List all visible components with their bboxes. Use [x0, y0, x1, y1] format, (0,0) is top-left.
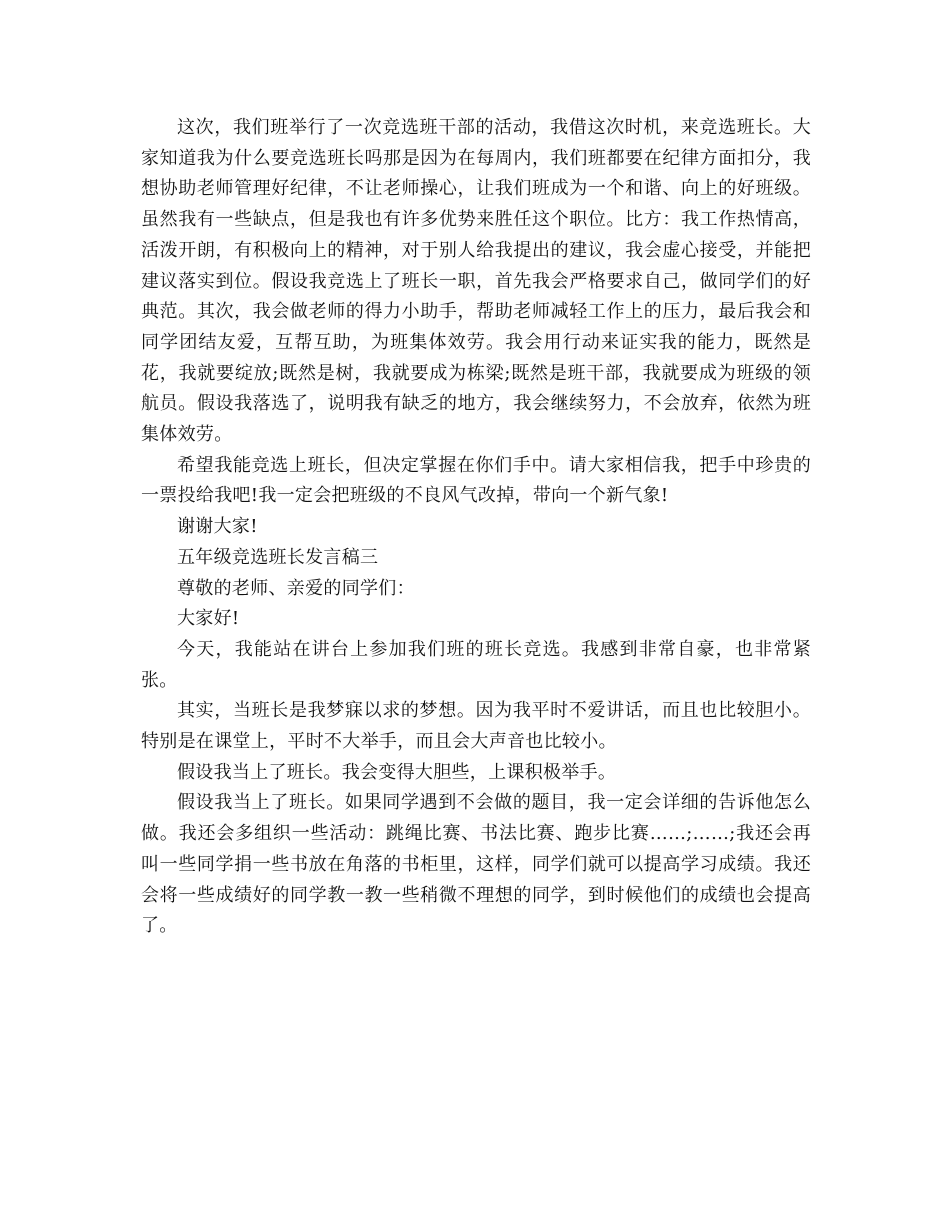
paragraph-thanks: 谢谢大家!: [177, 516, 258, 538]
paragraph-vote-request: 希望我能竞选上班长，但决定掌握在你们手中。请大家相信我，把手中珍贵的一票投给我吧!我一定会把班级的不良风气改掉，带向一个新气象!: [141, 454, 811, 507]
salutation: 尊敬的老师、亲爱的同学们：: [177, 577, 415, 599]
paragraph-dream: 其实，当班长是我梦寐以求的梦想。因为我平时不爱讲话，而且也比较胆小。特别是在课堂上，平时不大举手，而且会大声音也比较小。: [141, 700, 811, 753]
paragraph-brave: 假设我当上了班长。我会变得大胆些，上课积极举手。: [177, 761, 617, 783]
paragraph-campaign-reasons: 这次，我们班举行了一次竞选班干部的活动，我借这次时机，来竞选班长。大家知道我为什么要竞选班长吗那是因为在每周内，我们班都要在纪律方面扣分，我想协助老师管理好纪律，不让老师操心，让我们班成为一个和谐、向上的好班级。虽然我有一些缺点，但是我也有许多优势来胜任这个职位。比方：我工作热情高，活泼开朗，有积极向上的精神，对于别人给我提出的建议，我会虚心接受，并能把建议落实到位。假设我竞选上了班长一职，首先我会严格要求自己，做同学们的好典范。其次，我会做老师的得力小助手，帮助老师减轻工作上的压力，最后我会和同学团结友爱，互帮互助，为班集体效劳。我会用行动来证实我的能力，既然是花，我就要绽放;既然是树，我就要成为栋梁;既然是班干部，我就要成为班级的领航员。假设我落选了，说明我有缺乏的地方，我会继续努力，不会放弃，依然为班集体效劳。: [141, 117, 811, 446]
paragraph-today: 今天，我能站在讲台上参加我们班的班长竞选。我感到非常自豪，也非常紧张。: [141, 638, 811, 691]
section-title: 五年级竞选班长发言稿三: [177, 546, 379, 568]
paragraph-help-classmates: 假设我当上了班长。如果同学遇到不会做的题目，我一定会详细的告诉他怎么做。我还会多组织一些活动：跳绳比赛、书法比赛、跑步比赛……;……;我还会再叫一些同学捐一些书放在角落的书柜里，这样，同学们就可以提高学习成绩。我还会将一些成绩好的同学教一教一些稍微不理想的同学，到时候他们的成绩也会提高了。: [141, 792, 811, 937]
document-body: [141, 113, 811, 942]
greeting: 大家好!: [177, 608, 240, 630]
